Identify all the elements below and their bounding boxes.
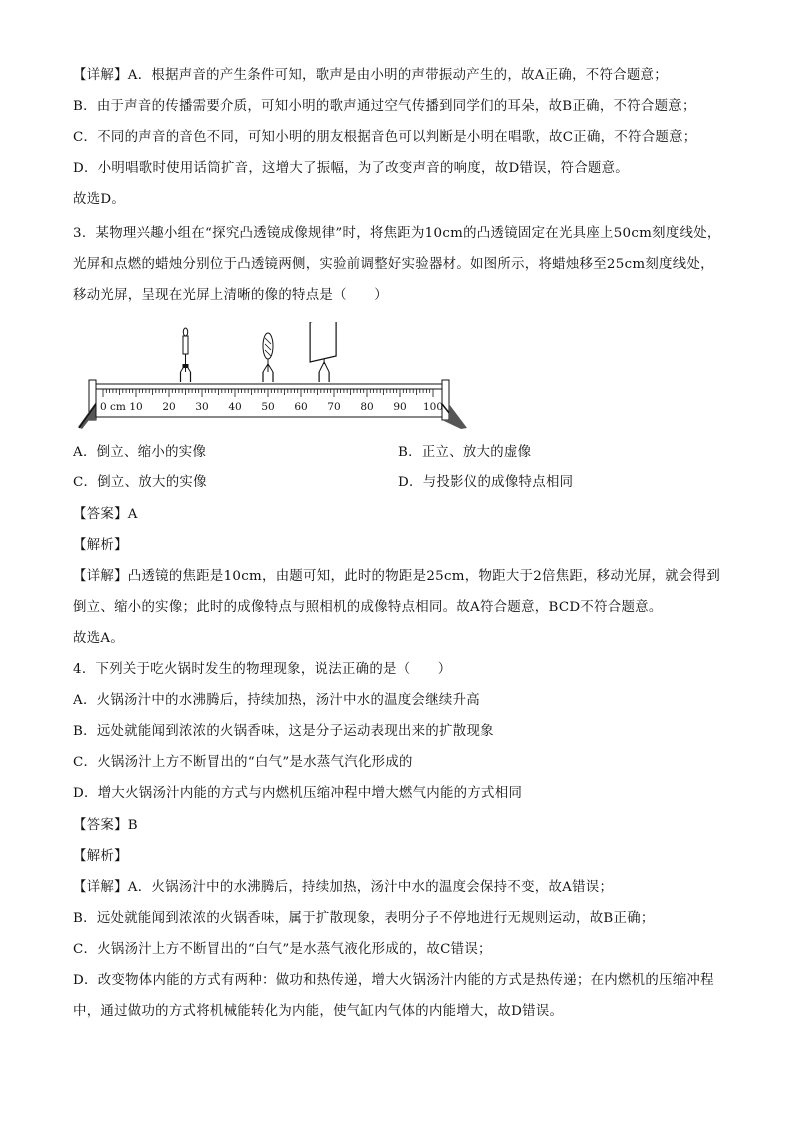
q4-option-b: B．远处就能闻到浓浓的火锅香味，这是分子运动表现出来的扩散现象	[73, 724, 494, 739]
convex-lens	[263, 333, 273, 382]
rail-top	[96, 384, 442, 389]
light-screen	[310, 322, 336, 382]
q2-detail-d: D．小明唱歌时使用话筒扩音，这增大了振幅，为了改变声音的响度，故D错误，符合题意。	[73, 161, 630, 176]
q4-answer: 【答案】B	[73, 818, 138, 833]
scale-tick-label: 70	[327, 401, 341, 413]
q4-stem: 4．下列关于吃火锅时发生的物理现象，说法正确的是（ ）	[73, 662, 452, 677]
q4-detail-c: C．火锅汤汁上方不断冒出的“白气”是水蒸气液化形成的，故C错误；	[73, 942, 492, 957]
q3-option-a: A．倒立、缩小的实像	[73, 445, 207, 460]
scale-tick-label: 90	[393, 401, 407, 413]
q3-option-c: C．倒立、放大的实像	[73, 475, 207, 490]
q4-detail-d-line-2: 中，通过做功的方式将机械能转化为内能，使气缸内气体的内能增大，故D错误。	[73, 1004, 564, 1019]
q3-stem-line-3: 移动光屏，呈现在光屏上清晰的像的特点是（ ）	[73, 288, 388, 303]
q4-option-c: C．火锅汤汁上方不断冒出的“白气”是水蒸气汽化形成的	[73, 755, 413, 770]
scale-tick-label: 30	[195, 401, 209, 413]
q4-option-d: D．增大火锅汤汁内能的方式与内燃机压缩冲程中增大燃气内能的方式相同	[73, 786, 523, 801]
scale-tick-label: 20	[162, 401, 176, 413]
q4-detail-d-line-1: D．改变物体内能的方式有两种：做功和热传递，增大火锅汤汁内能的方式是热传递；在内燃机的压缩冲程	[73, 973, 714, 988]
scale-tick-label: 100	[422, 401, 444, 413]
scale-tick-label: 80	[360, 401, 374, 413]
optical-bench-figure	[73, 322, 473, 432]
q2-detail-c: C．不同的声音的音色不同，可知小明的朋友根据音色可以判断是小明在唱歌，故C正确，不符合题意；	[73, 130, 697, 145]
left-support	[78, 380, 96, 429]
scale-tick-label: 0 cm	[100, 401, 126, 413]
q2-detail-a: 【详解】A．根据声音的产生条件可知，歌声是由小明的声带振动产生的，故A正确，不符合题意；	[73, 68, 668, 83]
candle	[181, 328, 191, 382]
q3-stem-line-2: 光屏和点燃的蜡烛分别位于凸透镜两侧，实验前调整好实验器材。如图所示，将蜡烛移至25cm刻度线处，	[73, 257, 714, 272]
q3-detail-line-1: 【详解】凸透镜的焦距是10cm，由题可知，此时的物距是25cm，物距大于2倍焦距，移动光屏，就会得到	[73, 569, 721, 584]
q3-answer: 【答案】A	[73, 507, 138, 522]
q4-analysis-label: 【解析】	[73, 849, 128, 864]
q3-conclusion: 故选A。	[73, 631, 125, 646]
scale-tick-label: 10	[129, 401, 143, 413]
optical-bench-svg	[73, 322, 473, 432]
q4-option-a: A．火锅汤汁中的水沸腾后，持续加热，汤汁中水的温度会继续升高	[73, 693, 480, 708]
q4-detail-a: 【详解】A．火锅汤汁中的水沸腾后，持续加热，汤汁中水的温度会保持不变，故A错误；	[73, 880, 614, 895]
q3-stem-line-1: 3．某物理兴趣小组在“探究凸透镜成像规律”时，将焦距为10cm的凸透镜固定在光具座上50cm刻度线处，	[73, 226, 721, 241]
q3-option-b: B．正立、放大的虚像	[398, 445, 532, 460]
q4-detail-b: B．远处就能闻到浓浓的火锅香味，属于扩散现象，表明分子不停地进行无规则运动，故B正确；	[73, 911, 655, 926]
scale-tick-label: 40	[228, 401, 242, 413]
scale-tick-label: 60	[294, 401, 308, 413]
q3-option-d: D．与投影仪的成像特点相同	[398, 475, 574, 490]
q3-detail-line-2: 倒立、缩小的实像；此时的成像特点与照相机的成像特点相同。故A符合题意，BCD不符合题意。	[73, 600, 663, 615]
scale-tick-label: 50	[261, 401, 275, 413]
q2-conclusion: 故选D。	[73, 192, 126, 207]
q3-analysis-label: 【解析】	[73, 538, 128, 553]
right-support	[442, 380, 467, 429]
q2-detail-b: B．由于声音的传播需要介质，可知小明的歌声通过空气传播到同学们的耳朵，故B正确，不符合题意；	[73, 99, 696, 114]
